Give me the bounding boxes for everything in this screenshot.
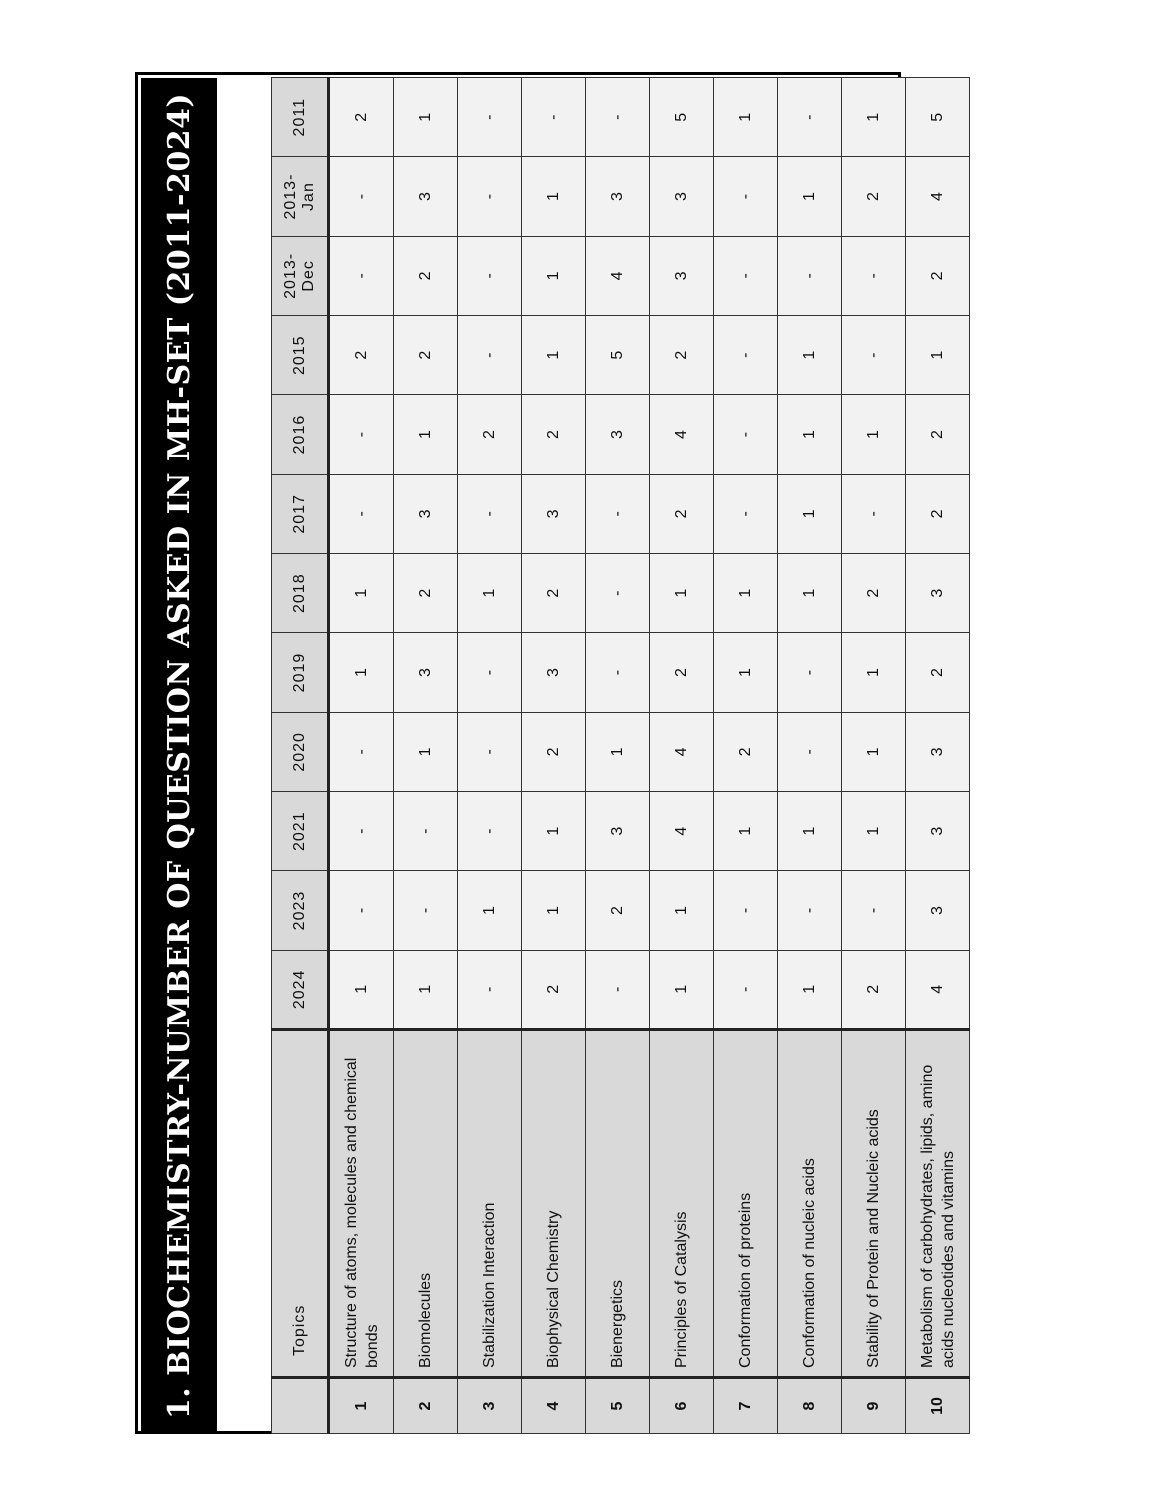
count-cell: 2 [329, 316, 394, 395]
rotated-content [141, 78, 957, 1434]
count-cell: - [714, 950, 778, 1029]
count-cell: 1 [522, 236, 586, 315]
count-cell: - [394, 871, 458, 950]
topic-cell: Stability of Protein and Nucleic acids [842, 1030, 906, 1378]
count-cell: 4 [650, 792, 714, 871]
count-cell: 1 [906, 316, 970, 395]
count-cell: - [714, 871, 778, 950]
count-cell: 1 [650, 871, 714, 950]
count-cell: 2 [522, 554, 586, 633]
count-cell: 1 [778, 395, 842, 474]
count-cell: 3 [650, 157, 714, 236]
count-cell: 3 [394, 157, 458, 236]
count-cell: - [714, 236, 778, 315]
count-cell: 2 [842, 950, 906, 1029]
count-cell: 3 [522, 633, 586, 712]
count-cell: 1 [714, 633, 778, 712]
header-year: 2024 [272, 950, 329, 1029]
count-cell: - [329, 871, 394, 950]
header-year: 2013- Dec [272, 236, 329, 315]
row-number: 3 [458, 1378, 522, 1434]
count-cell: 2 [329, 78, 394, 157]
count-cell: - [714, 474, 778, 553]
count-cell: 5 [586, 316, 650, 395]
header-year: 2019 [272, 633, 329, 712]
count-cell: 1 [394, 950, 458, 1029]
count-cell: - [458, 78, 522, 157]
count-cell: 2 [906, 633, 970, 712]
count-cell: 2 [842, 157, 906, 236]
count-cell: 4 [906, 950, 970, 1029]
topic-cell: Bienergetics [586, 1030, 650, 1378]
count-cell: - [329, 395, 394, 474]
row-number: 4 [522, 1378, 586, 1434]
table-row [329, 78, 394, 1434]
count-cell: - [714, 316, 778, 395]
count-cell: 3 [906, 554, 970, 633]
topic-cell: Biophysical Chemistry [522, 1030, 586, 1378]
page-frame [135, 72, 957, 1434]
topic-cell: Metabolism of carbohydrates, lipids, amino acids nucleotides and vitamins [906, 1030, 970, 1378]
count-cell: - [842, 474, 906, 553]
count-cell: 1 [329, 633, 394, 712]
count-cell: - [778, 78, 842, 157]
count-cell: - [714, 157, 778, 236]
header-number [272, 1378, 329, 1434]
count-cell: 1 [522, 316, 586, 395]
count-cell: 1 [778, 792, 842, 871]
row-number: 8 [778, 1378, 842, 1434]
count-cell: 3 [586, 792, 650, 871]
count-cell: - [842, 871, 906, 950]
count-cell: 2 [522, 712, 586, 791]
count-cell: 1 [522, 792, 586, 871]
count-cell: 2 [906, 474, 970, 553]
count-cell: 1 [394, 395, 458, 474]
table-body [329, 78, 970, 1434]
count-cell: 2 [394, 316, 458, 395]
count-cell: 1 [329, 554, 394, 633]
count-cell: - [778, 633, 842, 712]
topic-cell: Stabilization Interaction [458, 1030, 522, 1378]
row-number: 5 [586, 1378, 650, 1434]
count-cell: 1 [458, 871, 522, 950]
row-number: 7 [714, 1378, 778, 1434]
count-cell: - [842, 316, 906, 395]
header-year: 2013- Jan [272, 157, 329, 236]
count-cell: - [778, 236, 842, 315]
count-cell: 4 [906, 157, 970, 236]
table-row [586, 78, 650, 1434]
count-cell: 1 [586, 712, 650, 791]
count-cell: 2 [586, 871, 650, 950]
row-number: 9 [842, 1378, 906, 1434]
title-band [141, 78, 217, 1434]
count-cell: 1 [714, 78, 778, 157]
header-year: 2021 [272, 792, 329, 871]
count-cell: 2 [522, 950, 586, 1029]
count-cell: 2 [458, 395, 522, 474]
row-number: 2 [394, 1378, 458, 1434]
count-cell: 1 [714, 554, 778, 633]
header-year: 2017 [272, 474, 329, 553]
count-cell: 1 [458, 554, 522, 633]
count-cell: 3 [906, 792, 970, 871]
count-cell: 3 [906, 712, 970, 791]
count-cell: 2 [906, 395, 970, 474]
count-cell: 5 [650, 78, 714, 157]
header-topics: Topics [272, 1030, 329, 1378]
count-cell: - [458, 474, 522, 553]
count-cell: 1 [329, 950, 394, 1029]
count-cell: 1 [778, 316, 842, 395]
count-cell: 2 [842, 554, 906, 633]
table-row [714, 78, 778, 1434]
count-cell: 1 [394, 78, 458, 157]
count-cell: - [329, 474, 394, 553]
count-cell: 4 [586, 236, 650, 315]
count-cell: 3 [394, 474, 458, 553]
topic-cell: Structure of atoms, molecules and chemical bonds [329, 1030, 394, 1378]
topic-cell: Principles of Catalysis [650, 1030, 714, 1378]
count-cell: 2 [714, 712, 778, 791]
count-cell: - [586, 554, 650, 633]
count-cell: - [586, 78, 650, 157]
count-cell: 1 [842, 633, 906, 712]
header-year: 2018 [272, 554, 329, 633]
count-cell: 4 [650, 395, 714, 474]
count-cell: - [458, 712, 522, 791]
topic-cell: Conformation of nucleic acids [778, 1030, 842, 1378]
count-cell: - [458, 316, 522, 395]
count-cell: 2 [906, 236, 970, 315]
count-cell: - [458, 633, 522, 712]
count-cell: 2 [522, 395, 586, 474]
question-count-table [271, 77, 970, 1434]
count-cell: 3 [906, 871, 970, 950]
table-row [394, 78, 458, 1434]
count-cell: 1 [650, 950, 714, 1029]
count-cell: - [586, 474, 650, 553]
count-cell: 3 [586, 157, 650, 236]
count-cell: 1 [650, 554, 714, 633]
row-number: 6 [650, 1378, 714, 1434]
count-cell: 1 [778, 950, 842, 1029]
count-cell: - [458, 236, 522, 315]
count-cell: 1 [522, 871, 586, 950]
topic-cell: Conformation of proteins [714, 1030, 778, 1378]
count-cell: 5 [906, 78, 970, 157]
header-year: 2011 [272, 78, 329, 157]
table-row [458, 78, 522, 1434]
header-year: 2020 [272, 712, 329, 791]
count-cell: - [394, 792, 458, 871]
count-cell: - [458, 792, 522, 871]
count-cell: 1 [778, 157, 842, 236]
count-cell: 2 [394, 554, 458, 633]
header-year: 2016 [272, 395, 329, 474]
table-row [778, 78, 842, 1434]
header-year: 2023 [272, 871, 329, 950]
count-cell: - [522, 78, 586, 157]
count-cell: 2 [650, 316, 714, 395]
table-row [842, 78, 906, 1434]
topic-cell: Biomolecules [394, 1030, 458, 1378]
count-cell: 3 [394, 633, 458, 712]
count-cell: 1 [778, 554, 842, 633]
count-cell: 2 [650, 474, 714, 553]
header-year: 2015 [272, 316, 329, 395]
count-cell: 3 [586, 395, 650, 474]
count-cell: 1 [778, 474, 842, 553]
count-cell: - [586, 633, 650, 712]
count-cell: - [586, 950, 650, 1029]
count-cell: - [778, 871, 842, 950]
count-cell: - [458, 950, 522, 1029]
count-cell: - [842, 236, 906, 315]
row-number: 10 [906, 1378, 970, 1434]
count-cell: - [329, 236, 394, 315]
count-cell: 1 [842, 78, 906, 157]
count-cell: 3 [650, 236, 714, 315]
row-number: 1 [329, 1378, 394, 1434]
header-row [272, 78, 329, 1434]
table-row [906, 78, 970, 1434]
count-cell: - [329, 157, 394, 236]
count-cell: 1 [842, 712, 906, 791]
count-cell: 1 [714, 792, 778, 871]
count-cell: 2 [394, 236, 458, 315]
count-cell: 2 [650, 633, 714, 712]
count-cell: - [778, 712, 842, 791]
count-cell: 4 [650, 712, 714, 791]
count-cell: 1 [842, 395, 906, 474]
count-cell: 1 [842, 792, 906, 871]
count-cell: - [458, 157, 522, 236]
count-cell: - [329, 712, 394, 791]
table-row [650, 78, 714, 1434]
count-cell: 3 [522, 474, 586, 553]
table-row [522, 78, 586, 1434]
count-cell: - [329, 792, 394, 871]
count-cell: 1 [522, 157, 586, 236]
count-cell: - [714, 395, 778, 474]
page-title: 1. BIOCHEMISTRY-NUMBER OF QUESTION ASKED IN MH-SET (2011-2024) [161, 92, 197, 1420]
count-cell: 1 [394, 712, 458, 791]
